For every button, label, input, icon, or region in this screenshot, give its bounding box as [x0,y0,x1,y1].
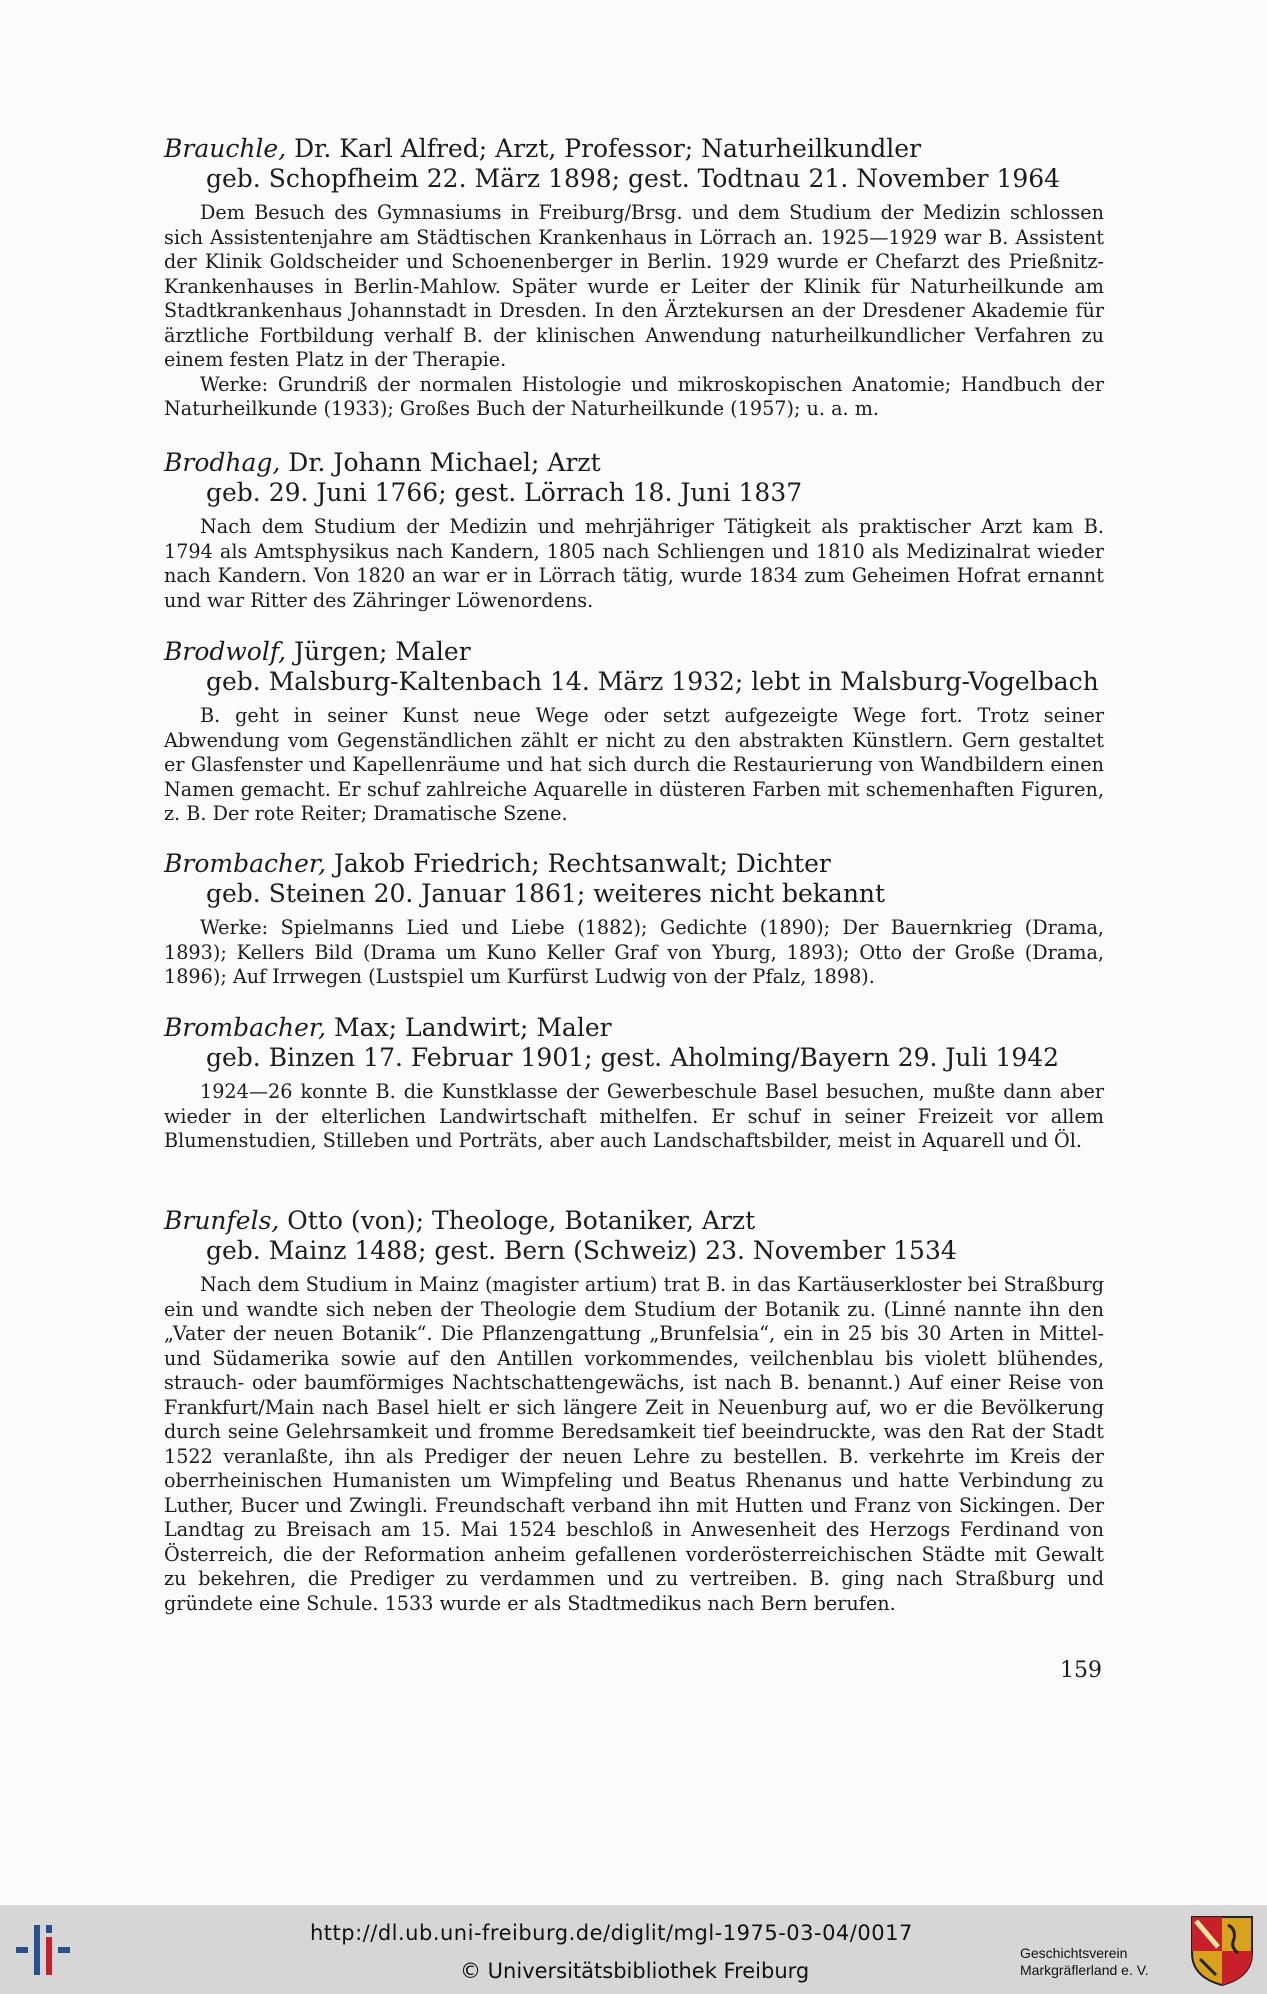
entry-heading-rest: Jürgen; Maler [286,637,471,666]
entry-dates: geb. 29. Juni 1766; gest. Lörrach 18. Juni 1837 [206,478,803,507]
entry-heading [164,448,1104,478]
footer-url-link[interactable]: http://dl.ub.uni-freiburg.de/diglit/mgl-1975-03-04/0017 [310,1921,913,1945]
entry-surname: Brauchle, [164,134,287,163]
entry-heading-rest: Dr. Johann Michael; Arzt [280,448,601,477]
society-name [1020,1945,1149,1979]
entry-body [164,1080,1104,1154]
entry-paragraph: 1924—26 konnte B. die Kunstklasse der Gewerbeschule Basel besuchen, mußte dann aber wieder in der elterlichen Landwirtschaft mithelfen. Er schuf in seiner Freizeit vor allem Blumenstudien, Stilleben und Porträts, aber auch Landschaftsbilder, meist in Aquarell und Öl. [164,1080,1104,1152]
entry-brunfels [164,1206,1104,1616]
entry-heading [164,1206,1104,1236]
entry-paragraph: Nach dem Studium in Mainz (magister artium) trat B. in das Kartäuserkloster bei Straßburg ein und wandte sich neben der Theologie dem Studium der Botanik zu. (Linné nannte ihn den „Vater der neuen Botanik“. Die Pflanzengattung „Brunfelsia“, ein in 25 bis 30 Arten in Mittel- und Südamerika sowie auf den Antillen vorkommendes, veilchenblau bis violett blühendes, strauch- oder baumförmiges Nachtschattengewächs, ist nach B. benannt.) Auf einer Reise von Frankfurt/Main nach Basel hielt er sich längere Zeit in Neuenburg auf, wo er die Bevölkerung durch seine Gelehrsamkeit und fromme Beredsamkeit tief beeindruckte, was den Rat der Stadt 1522 veranlaßte, ihn als Prediger der neuen Lehre zu bestellen. B. verkehrte im Kreis der oberrheinischen Humanisten um Wimpfeling und Beatus Rhenanus und hatte Verbindung zu Luther, Bucer und Zwingli. Freundschaft verband ihn mit Hutten und Franz von Sickingen. Der Landtag zu Breisach am 15. Mai 1524 beschloß in Anwesenheit des Herzogs Ferdinand von Österreich, die der Reformation anheim gefallenen vorderösterreichischen Städte mit Gewalt zu bekehren, die Prediger zu verdammen und zu vertreiben. B. ging nach Straßburg und gründete eine Schule. 1533 wurde er als Stadtmedikus nach Bern berufen. [164,1273,1104,1615]
footer-bar [0,1905,1267,1994]
entry-dates: geb. Mainz 1488; gest. Bern (Schweiz) 23. November 1534 [206,1236,957,1265]
entry-body [164,704,1104,827]
society-name-line: Geschichtsverein [1020,1945,1128,1961]
society-name-line: Markgräflerland e. V. [1020,1962,1149,1978]
footer-copyright: © Universitätsbibliothek Freiburg [460,1959,810,1983]
entry-brombacher-jakob [164,849,1104,990]
entry-paragraph: Werke: Grundriß der normalen Histologie und mikroskopischen Anatomie; Handbuch der Naturheilkunde (1933); Großes Buch der Naturheilkunde (1957); u. a. m. [164,372,1104,420]
entry-brombacher-max [164,1013,1104,1154]
entry-brodhag [164,448,1104,613]
entry-heading-rest: Max; Landwirt; Maler [326,1013,612,1042]
entry-heading [164,849,1104,879]
entry-dates: geb. Steinen 20. Januar 1861; weiteres nicht bekannt [206,879,886,908]
entry-heading-rest: Dr. Karl Alfred; Arzt, Professor; Naturheilkundler [286,134,922,163]
page-number: 159 [1060,1658,1102,1683]
entry-body [164,201,1104,422]
entry-heading-rest: Jakob Friedrich; Rechtsanwalt; Dichter [326,849,831,878]
entry-dates: geb. Malsburg-Kaltenbach 14. März 1932; lebt in Malsburg-Vogelbach [206,667,1099,696]
ub-freiburg-logo-icon [12,1917,82,1983]
entry-surname: Brombacher, [164,849,327,878]
entry-brodwolf [164,637,1104,827]
coat-of-arms-icon [1188,1913,1256,1987]
entry-heading [164,637,1104,667]
entry-paragraph: Nach dem Studium der Medizin und mehrjähriger Tätigkeit als praktischer Arzt kam B. 1794 als Amtsphysikus nach Kandern, 1805 nach Schliengen und 1810 als Medizinalrat wieder nach Kandern. Von 1820 an war er in Lörrach tätig, wurde 1834 zum Geheimen Hofrat ernannt und war Ritter des Zähringer Löwenordens. [164,515,1104,612]
entry-surname: Brodwolf, [164,637,287,666]
entry-body [164,515,1104,613]
entry-dates: geb. Binzen 17. Februar 1901; gest. Aholming/Bayern 29. Juli 1942 [206,1043,1060,1072]
entry-heading-rest: Otto (von); Theologe, Botaniker, Arzt [279,1206,756,1235]
entry-brauchle [164,134,1104,422]
entry-paragraph: Werke: Spielmanns Lied und Liebe (1882); Gedichte (1890); Der Bauernkrieg (Drama, 1893); Kellers Bild (Drama um Kuno Keller Graf von Yburg, 1893); Otto der Große (Drama, 1896); Auf Irrwegen (Lustspiel um Kurfürst Ludwig von der Pfalz, 1898). [164,916,1104,988]
entry-surname: Brodhag, [164,448,281,477]
entry-paragraph: B. geht in seiner Kunst neue Wege oder setzt aufgezeigte Wege fort. Trotz seiner Abwendung vom Gegenständlichen zählt er nicht zu den abstrakten Künstlern. Gern gestaltet er Glasfenster und Kapellenräume und hat sich durch die Restaurierung von Wandbildern einen Namen gemacht. Er schuf zahlreiche Aquarelle in düsteren Farben mit schemenhaften Figuren, z. B. Der rote Reiter; Dramatische Szene. [164,704,1104,825]
entry-body [164,916,1104,990]
entry-heading [164,134,1104,164]
entry-surname: Brombacher, [164,1013,327,1042]
entry-dates: geb. Schopfheim 22. März 1898; gest. Todtnau 21. November 1964 [206,164,1061,193]
entry-surname: Brunfels, [164,1206,280,1235]
entry-heading [164,1013,1104,1043]
entry-paragraph: Dem Besuch des Gymnasiums in Freiburg/Brsg. und dem Studium der Medizin schlossen sich Assistentenjahre am Städtischen Krankenhaus in Lörrach an. 1925—1929 war B. Assistent der Klinik Goldscheider und Schoenenberger in Berlin. 1929 wurde er Chefarzt des Prießnitz-Krankenhauses in Berlin-Mahlow. Später wurde er Leiter der Klinik für Naturheilkunde am Stadtkrankenhaus Johannstadt in Dresden. In den Ärztekursen an der Dresdener Akademie für ärztliche Fortbildung verhalf B. der klinischen Anwendung naturheilkundlicher Verfahren zu einem festen Platz in der Therapie. [164,201,1104,371]
entry-body [164,1273,1104,1616]
